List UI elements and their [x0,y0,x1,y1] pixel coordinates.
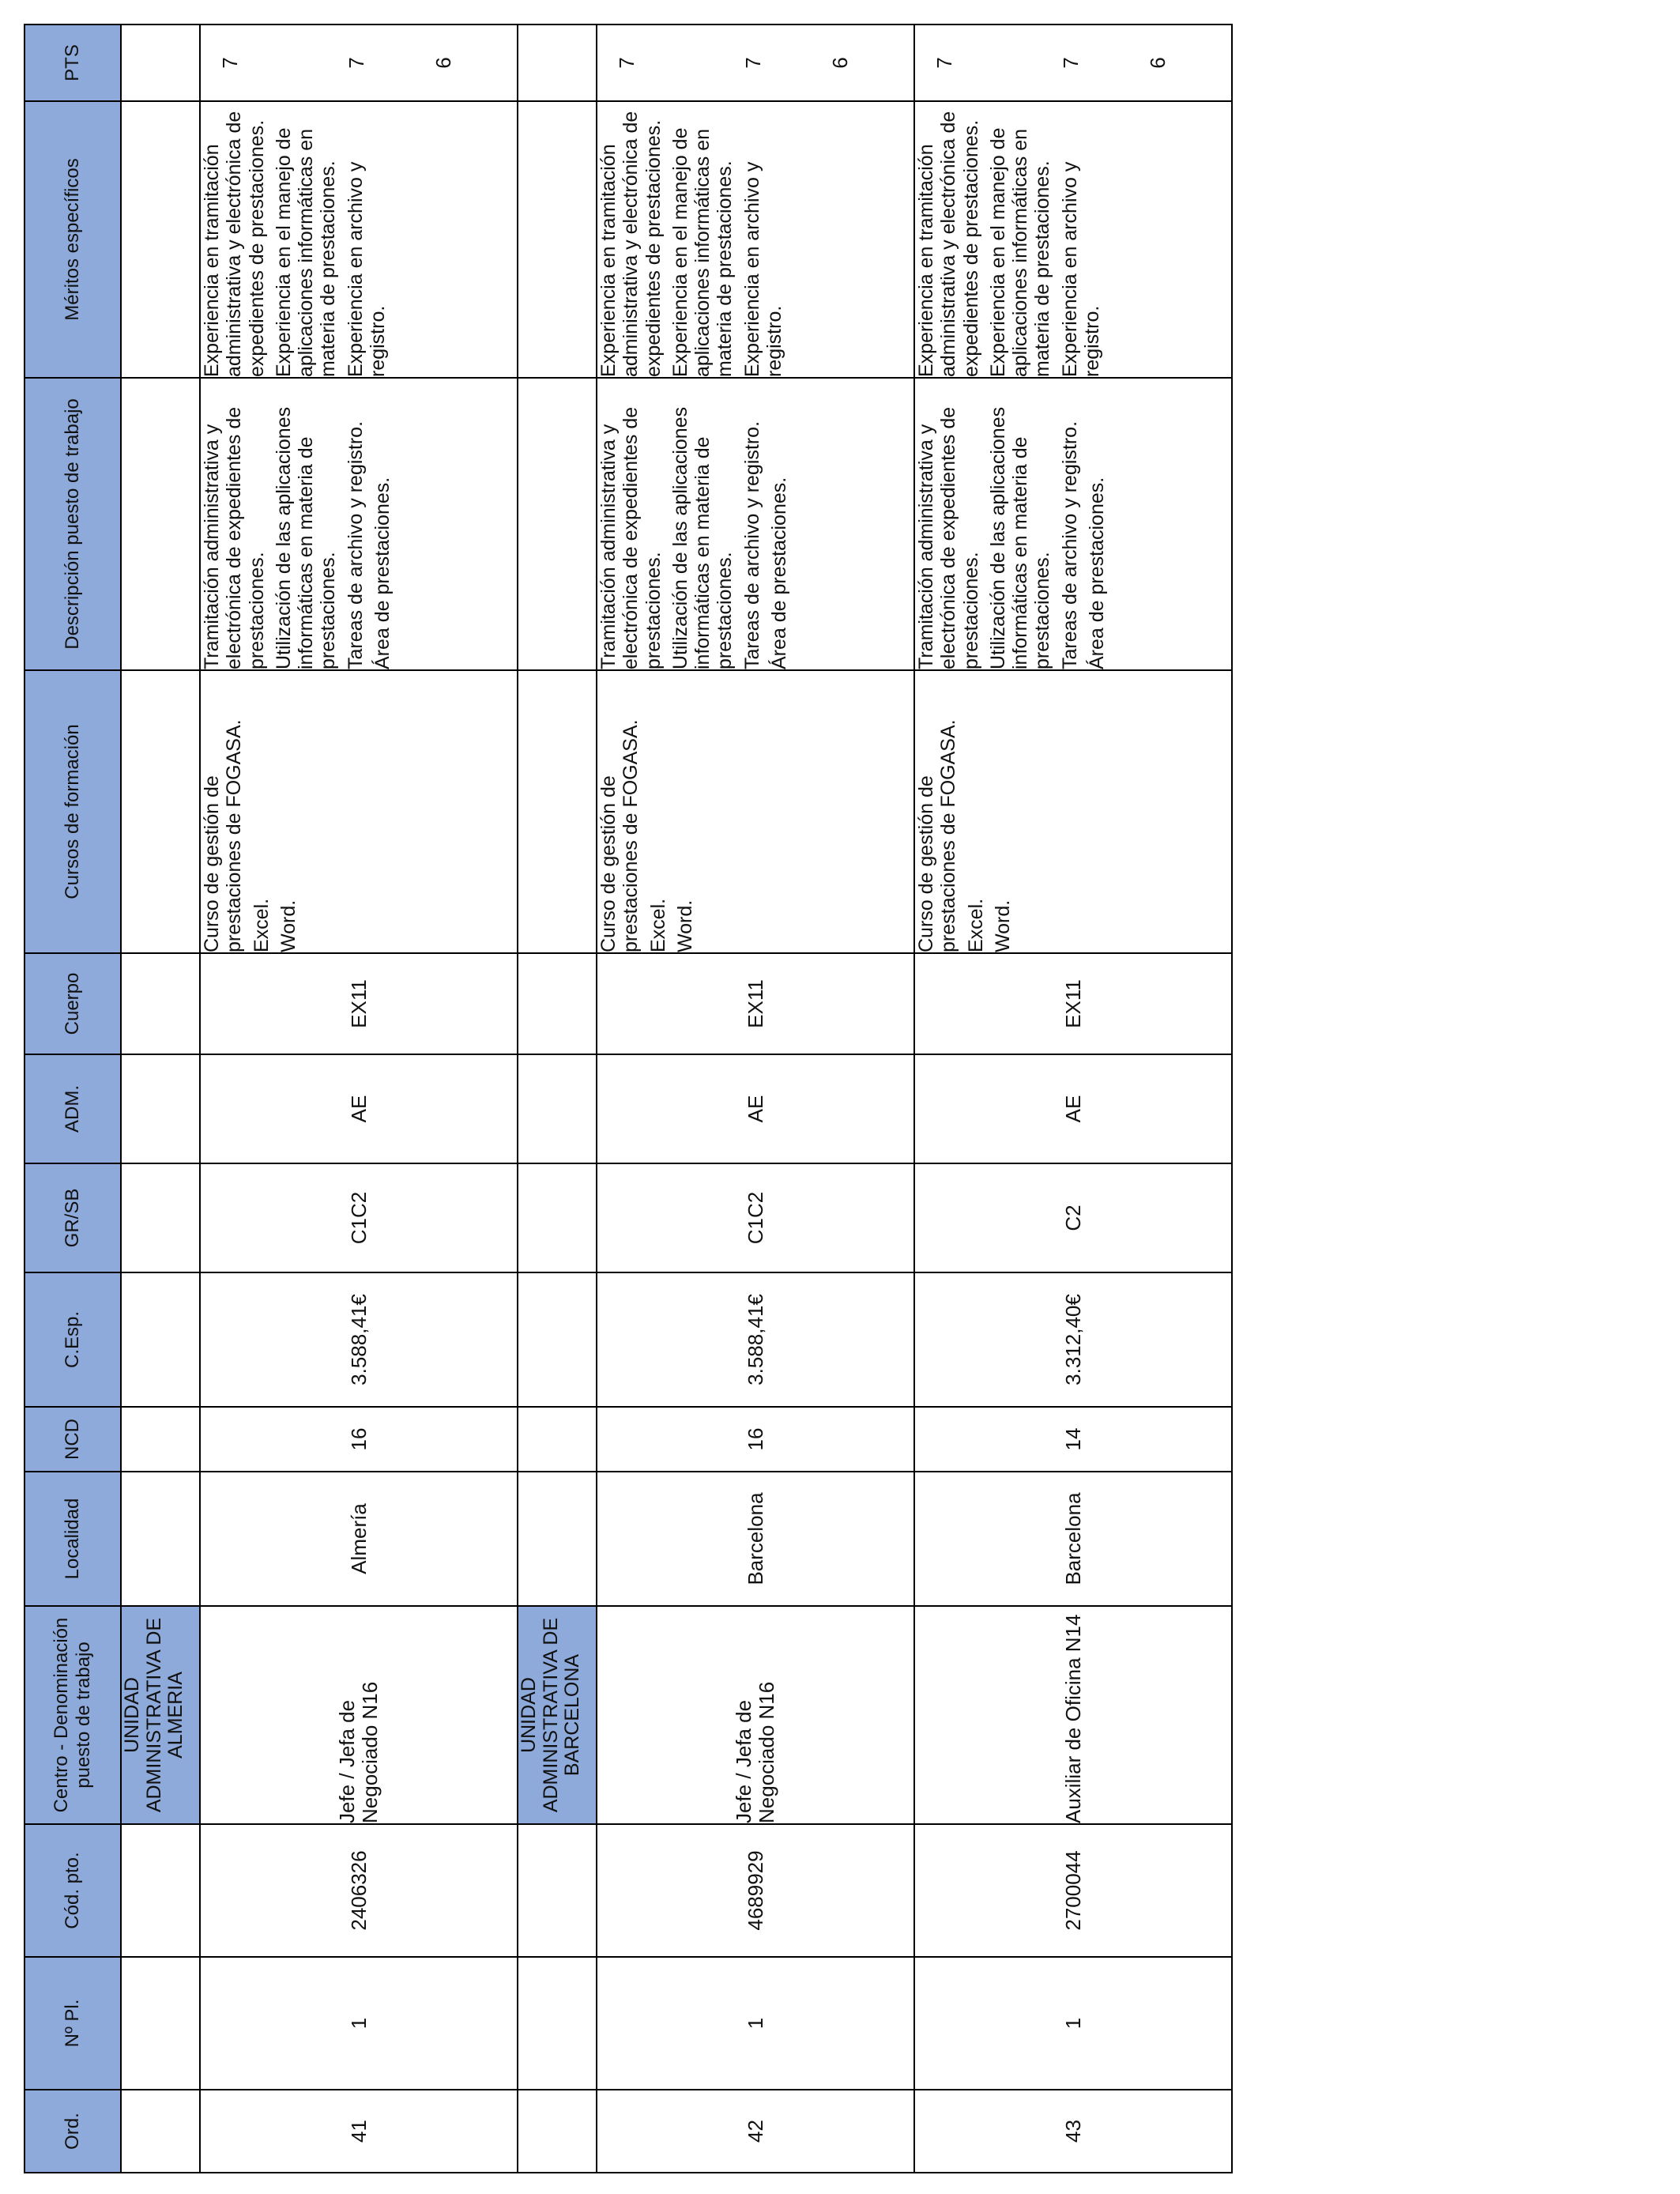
cursos-cell [200,670,518,953]
ncd-cell: 16 [200,1407,518,1472]
ncd-cell: 16 [597,1407,914,1472]
meritos-cell [914,101,1232,378]
curso-item: Word. [277,899,299,952]
descripcion-item: Tareas de archivo y registro. [344,420,367,669]
descripcion-item: Utilización de las aplicaciones informáticas en materia de prestaciones. [272,406,340,669]
cuerpo-cell: EX11 [914,953,1232,1054]
npl-cell: 1 [914,1957,1232,2090]
descripcion-item: Área de prestaciones. [371,477,394,669]
meritos-cell [597,101,914,378]
pts-cell [200,25,518,101]
cesp-cell: 3.312,40€ [914,1272,1232,1407]
adm-cell: AE [597,1054,914,1163]
descripcion-item: Tareas de archivo y registro. [740,420,763,669]
puesto-cell: Jefe / Jefa de Negociado N16 [597,1606,914,1824]
unit-row [121,25,200,2173]
curso-item: Curso de gestión de prestaciones de FOGASA. [915,719,960,952]
positions-table [24,24,1233,2173]
header-cursos: Cursos de formación [24,670,121,953]
header-cod: Cód. pto. [24,1824,121,1957]
header-localidad: Localidad [24,1472,121,1606]
ord-cell: 41 [200,2090,518,2173]
descripcion-item: Tareas de archivo y registro. [1058,420,1081,669]
cesp-cell: 3.588,41€ [200,1272,518,1407]
unit-row [518,25,597,2173]
grsb-cell: C1C2 [597,1163,914,1272]
merito-item: Experiencia en el manejo de aplicaciones informáticas en materia de prestaciones. [669,127,736,377]
merito-item: Experiencia en el manejo de aplicaciones informáticas en materia de prestaciones. [272,127,340,377]
header-centro: Centro - Denominación puesto de trabajo [24,1606,121,1824]
curso-item: Excel. [646,898,669,952]
ncd-cell: 14 [914,1407,1232,1472]
header-cuerpo: Cuerpo [24,953,121,1054]
localidad-cell: Almería [200,1472,518,1606]
header-adm: ADM. [24,1054,121,1163]
pts-value: 7 [345,57,368,69]
localidad-cell: Barcelona [914,1472,1232,1606]
ord-cell: 42 [597,2090,914,2173]
descripcion-cell [914,378,1232,670]
cesp-cell: 3.588,41€ [597,1272,914,1407]
header-grsb: GR/SB [24,1163,121,1272]
header-ord: Ord. [24,2090,121,2173]
localidad-cell: Barcelona [597,1472,914,1606]
merito-item: Experiencia en archivo y registro. [740,161,785,377]
cod-cell: 2406326 [200,1824,518,1957]
descripcion-item: Tramitación administrativa y electrónica de expedientes de prestaciones. [201,406,268,669]
adm-cell: AE [200,1054,518,1163]
unit-name: UNIDAD ADMINISTRATIVA DE BARCELONA [518,1606,597,1824]
merito-item: Experiencia en el manejo de aplicaciones informáticas en materia de prestaciones. [986,127,1054,377]
cod-cell: 4689929 [597,1824,914,1957]
cursos-cell [914,670,1232,953]
cod-cell: 2700044 [914,1824,1232,1957]
curso-item: Excel. [250,898,273,952]
header-npl: Nº Pl. [24,1957,121,2090]
pts-cell [914,25,1232,101]
pts-value: 7 [1059,57,1083,69]
grsb-cell: C2 [914,1163,1232,1272]
npl-cell: 1 [200,1957,518,2090]
descripcion-item: Utilización de las aplicaciones informáticas en materia de prestaciones. [669,406,736,669]
pts-value: 7 [741,57,765,69]
merito-item: Experiencia en archivo y registro. [344,161,389,377]
grsb-cell: C1C2 [200,1163,518,1272]
header-pts: PTS [24,25,121,101]
puesto-cell: Jefe / Jefa de Negociado N16 [200,1606,518,1824]
puesto-cell: Auxiliar de Oficina N14 [914,1606,1232,1824]
ord-cell: 43 [914,2090,1232,2173]
descripcion-cell [597,378,914,670]
header-row [24,25,121,2173]
cuerpo-cell: EX11 [597,953,914,1054]
pts-value: 6 [431,57,455,69]
npl-cell: 1 [597,1957,914,2090]
descripcion-item: Tramitación administrativa y electrónica de expedientes de prestaciones. [597,406,665,669]
descripcion-item: Área de prestaciones. [1085,477,1108,669]
pts-value: 7 [615,57,638,69]
curso-item: Curso de gestión de prestaciones de FOGASA. [201,719,246,952]
rotated-document-page [24,25,1219,2173]
merito-item: Experiencia en tramitación administrativa y electrónica de expedientes de prestaciones. [915,111,982,377]
header-cesp: C.Esp. [24,1272,121,1407]
curso-item: Excel. [964,898,987,952]
descripcion-item: Utilización de las aplicaciones informáticas en materia de prestaciones. [986,406,1054,669]
merito-item: Experiencia en archivo y registro. [1058,161,1103,377]
descripcion-cell [200,378,518,670]
adm-cell: AE [914,1054,1232,1163]
descripcion-item: Área de prestaciones. [767,477,790,669]
table-row [914,25,1232,2173]
cursos-cell [597,670,914,953]
header-ncd: NCD [24,1407,121,1472]
cuerpo-cell: EX11 [200,953,518,1054]
table-row [200,25,518,2173]
unit-name: UNIDAD ADMINISTRATIVA DE ALMERIA [121,1606,200,1824]
meritos-cell [200,101,518,378]
table-row [597,25,914,2173]
pts-value: 7 [218,57,242,69]
header-meritos: Méritos específicos [24,101,121,378]
header-descripcion: Descripción puesto de trabajo [24,378,121,670]
pts-value: 7 [932,57,956,69]
curso-item: Word. [673,899,696,952]
curso-item: Word. [991,899,1014,952]
pts-value: 6 [1146,57,1170,69]
pts-cell [597,25,914,101]
merito-item: Experiencia en tramitación administrativa y electrónica de expedientes de prestaciones. [597,111,665,377]
pts-value: 6 [828,57,852,69]
curso-item: Curso de gestión de prestaciones de FOGASA. [597,719,642,952]
descripcion-item: Tramitación administrativa y electrónica de expedientes de prestaciones. [915,406,982,669]
rotated-table-container [24,25,1219,2173]
merito-item: Experiencia en tramitación administrativa y electrónica de expedientes de prestaciones. [201,111,268,377]
